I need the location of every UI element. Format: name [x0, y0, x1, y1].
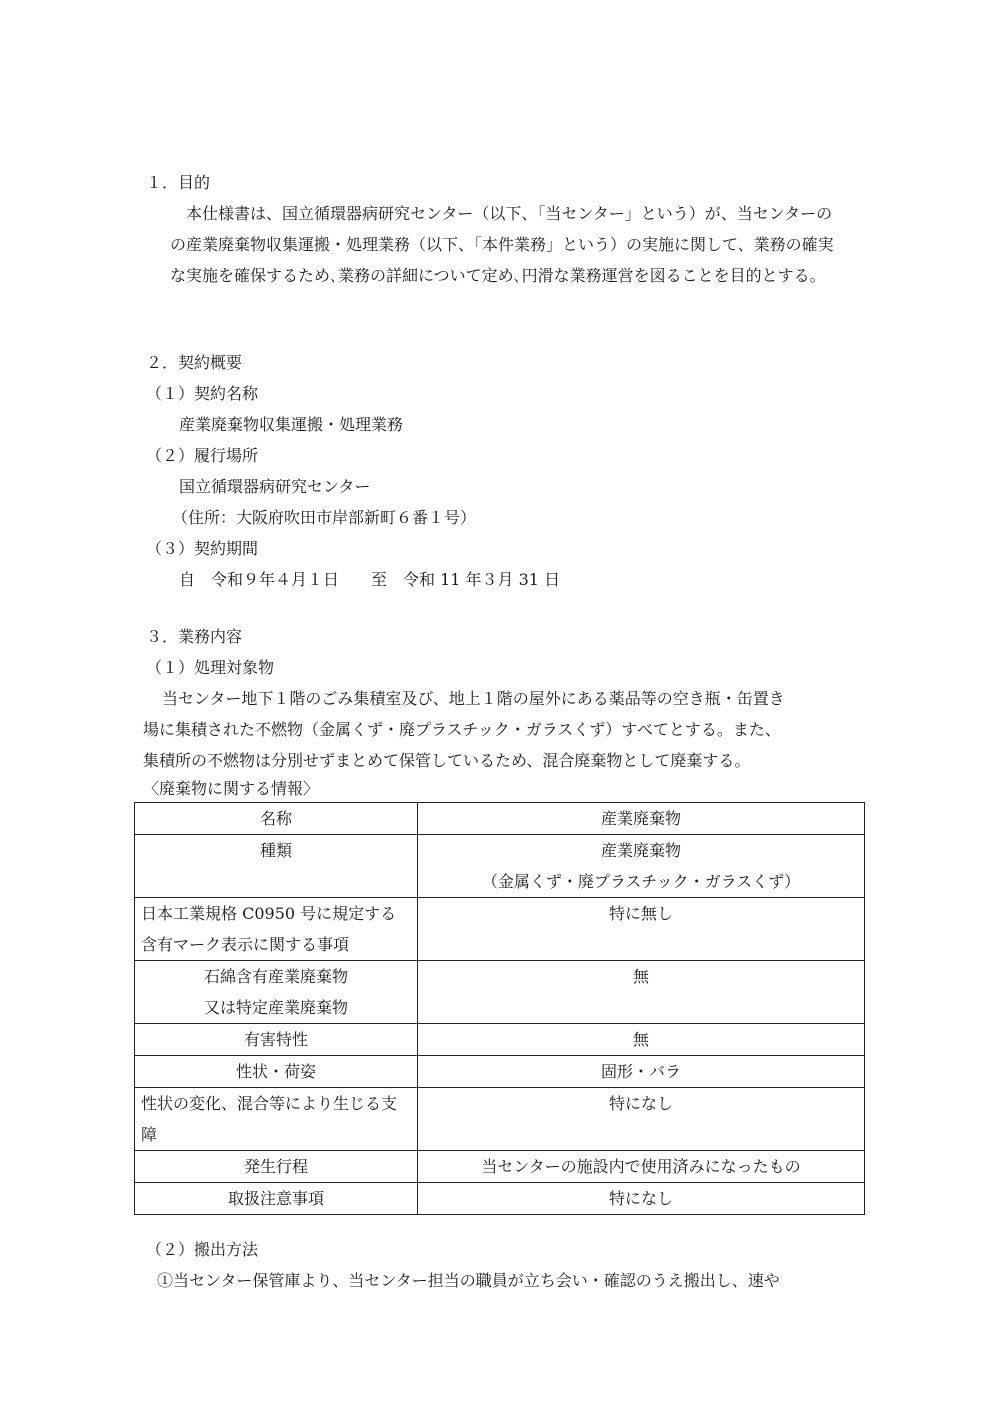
- waste-info-table: [134, 802, 865, 1215]
- table-value: 特に無し: [608, 904, 673, 923]
- table-value: 特になし: [608, 1189, 673, 1208]
- table-value: 無: [632, 967, 649, 986]
- table-label: 発生行程: [243, 1157, 308, 1176]
- table-row: [135, 835, 865, 898]
- section-1-line-2: の産業廃棄物収集運搬・処理業務（以下、「本件業務」という）の実施に関して、業務の確実: [170, 235, 834, 254]
- table-label: 日本工業規格 C0950 号に規定する含有マーク表示に関する事項: [141, 904, 397, 954]
- table-row: [135, 1024, 865, 1056]
- table-row: [135, 1151, 865, 1183]
- table-value-detail: （金属くず・廃プラスチック・ガラスくず）: [481, 872, 801, 891]
- table-label: 取扱注意事項: [227, 1189, 324, 1208]
- table-row: [135, 803, 865, 835]
- section-3-heading: ３．業務内容: [146, 627, 243, 646]
- table-value: 無: [632, 1030, 649, 1049]
- table-value: 産業廃棄物: [600, 809, 681, 828]
- target-para-line-2: 場に集積された不燃物（金属くず・廃プラスチック・ガラスくず）すべてとする。また、: [143, 720, 781, 739]
- target-heading: （１）処理対象物: [146, 658, 275, 677]
- table-label: 有害特性: [243, 1030, 308, 1049]
- table-value: 特になし: [608, 1094, 673, 1113]
- period-heading: （３）契約期間: [146, 539, 259, 558]
- section-1-line-3: な実施を確保するため､業務の詳細について定め､円滑な業務運営を図ることを目的とする。: [170, 266, 826, 285]
- contract-name-value: 産業廃棄物収集運搬・処理業務: [179, 415, 404, 434]
- table-label: 性状の変化、混合等により生じる支障: [141, 1094, 398, 1144]
- table-label-line-2: 又は特定産業廃棄物: [203, 998, 348, 1017]
- table-caption: 〈廃棄物に関する情報〉: [143, 779, 320, 798]
- section-1-line-1: 本仕様書は、国立循環器病研究センター（以下、「当センター」という）が、当センターの: [186, 204, 833, 223]
- section-2-heading: ２．契約概要: [146, 353, 243, 372]
- location-value: 国立循環器病研究センター: [179, 477, 371, 496]
- table-row: [135, 898, 865, 961]
- carry-out-line-1: ①当センター保管庫より、当センター担当の職員が立ち会い・確認のうえ搬出し、速や: [157, 1271, 780, 1290]
- table-row: [135, 961, 865, 1024]
- period-value: 自 令和９年４月１日 至 令和 11 年３月 31 日: [179, 570, 561, 589]
- target-para-line-1: 当センター地下１階のごみ集積室及び、地上１階の屋外にある薬品等の空き瓶・缶置き: [162, 689, 785, 708]
- table-value: 当センターの施設内で使用済みになったもの: [481, 1157, 801, 1176]
- table-row: [135, 1183, 865, 1215]
- location-heading: （２）履行場所: [146, 446, 259, 465]
- table-label: 石綿含有産業廃棄物: [203, 967, 348, 986]
- table-value: 産業廃棄物: [600, 841, 681, 860]
- table-label: 名称: [259, 809, 292, 828]
- location-address: （住所：大阪府吹田市岸部新町６番１号）: [172, 508, 477, 527]
- section-1-heading: １．目的: [146, 173, 211, 192]
- table-row: [135, 1056, 865, 1088]
- table-value: 固形・バラ: [600, 1062, 681, 1081]
- target-para-line-3: 集積所の不燃物は分別せずまとめて保管しているため、混合廃棄物として廃棄する。: [143, 751, 751, 770]
- table-label: 種類: [259, 841, 292, 860]
- table-row: [135, 1088, 865, 1151]
- table-label: 性状・荷姿: [235, 1062, 316, 1081]
- carry-out-heading: （２）搬出方法: [146, 1240, 259, 1259]
- contract-name-heading: （１）契約名称: [146, 384, 259, 403]
